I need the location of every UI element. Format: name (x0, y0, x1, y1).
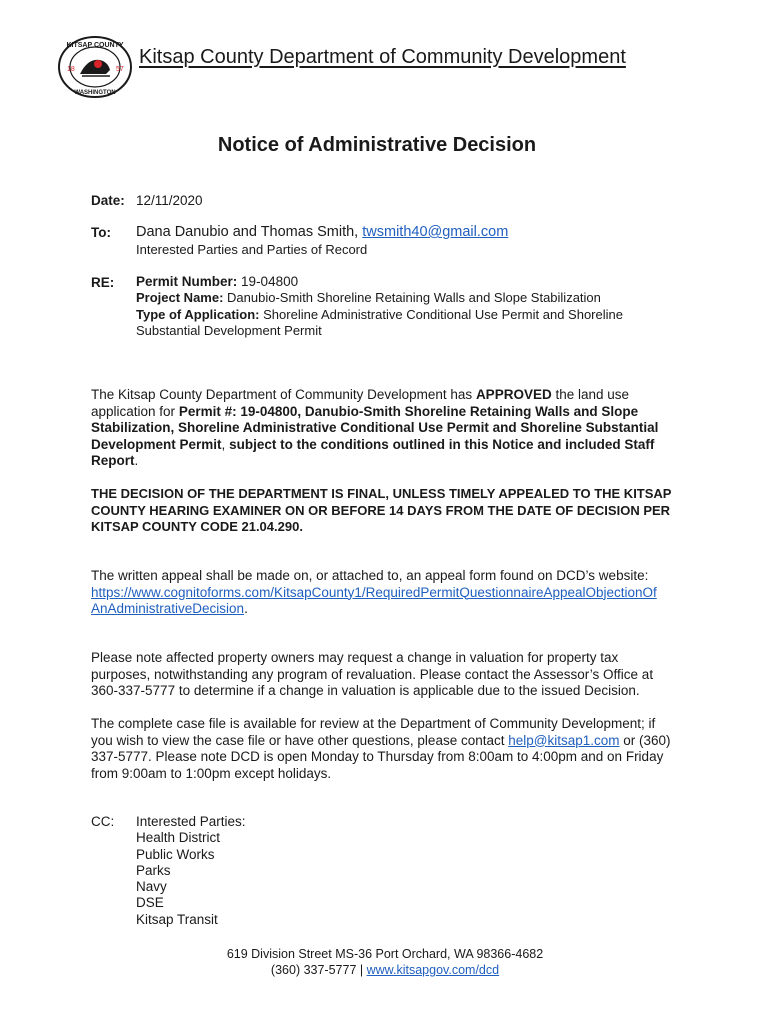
list-item: DSE (136, 895, 164, 911)
date-label: Date: (91, 193, 125, 208)
cc-list (136, 814, 246, 928)
type-value-line2: Substantial Development Permit (136, 323, 322, 338)
appeal-text: The written appeal shall be made on, or attached to, an appeal form found on DCD’s website: (91, 568, 649, 583)
footer-address: 619 Division Street MS-36 Port Orchard, WA 98366-4682 (226, 947, 544, 961)
permit-label: Permit Number: (136, 274, 238, 289)
decision-text-2: the land use application for (91, 387, 630, 419)
appeal-form-link-cont[interactable]: AnAdministrativeDecision (91, 601, 245, 616)
list-item: Interested Parties: (136, 814, 246, 829)
valuation-paragraph: Please note affected property owners may request a change in valuation for property tax purposes, notwithstanding any program of revaluation. Please contact the Assessor’s Office at 360-337-5777 to determine if a change in valuation is applicable due to the issued Decision. (91, 650, 654, 698)
list-item: Kitsap Transit (136, 911, 218, 927)
to-email-link[interactable]: twsmith40@gmail.com (362, 224, 509, 240)
county-seal-logo (56, 34, 134, 100)
seal-left-year: 18 (67, 66, 75, 73)
application-type (136, 307, 623, 324)
to-secondary: Interested Parties and Parties of Record (136, 242, 368, 257)
list-item: Health District (136, 830, 221, 846)
list-item: Public Works (136, 846, 215, 862)
seal-right-year: 57 (116, 66, 124, 73)
cc-label: CC: (91, 814, 115, 829)
decision-text-3: , (221, 436, 230, 452)
appeal-tail: . (244, 601, 248, 616)
project-name (136, 290, 601, 307)
date-value: 12/11/2020 (136, 193, 203, 208)
decision-conditions: subject to the conditions outlined in this Notice and included Staff Report (91, 436, 655, 468)
casefile-text-2: or (360) 337-5777. Please note DCD is open Monday to Thursday from 8:00am to 4:00pm and on Friday from 9:00am to 1:00pm except holidays. (91, 732, 671, 781)
appeal-form-link[interactable]: https://www.cognitoforms.com/KitsapCounty1/RequiredPermitQuestionnaireAppealObjectionOf (91, 584, 657, 600)
permit-value: 19-04800 (241, 274, 299, 289)
permit-number (136, 274, 298, 291)
agency-title: Kitsap County Department of Community Development (139, 46, 626, 68)
project-label: Project Name: (136, 290, 224, 305)
decision-text-1: The Kitsap County Department of Community Development has (91, 387, 476, 402)
type-label: Type of Application: (136, 307, 260, 322)
footer-contact (0, 962, 770, 978)
type-value: Shoreline Administrative Conditional Use Permit and Shoreline (263, 307, 623, 322)
appeal-paragraph (91, 568, 691, 618)
decision-paragraph (91, 387, 681, 470)
list-item: Parks (136, 862, 171, 878)
decision-text-4: . (134, 453, 139, 468)
project-value: Danubio-Smith Shoreline Retaining Walls and Slope Stabilization (227, 290, 601, 305)
footer-website-link[interactable]: www.kitsapgov.com/dcd (366, 963, 500, 977)
seal-top-text: KITSAP COUNTY (66, 42, 124, 49)
decision-status: APPROVED (475, 387, 552, 402)
seal-bottom-text: WASHINGTON (74, 90, 116, 96)
decision-permit: Permit #: 19-04800, Danubio-Smith Shoreline Retaining Walls and Slope Stabilization, Shoreline Administrative Conditional Use Permit and Shoreline Substantial Development Permit (91, 403, 659, 452)
list-item: Navy (136, 879, 167, 895)
help-email-link[interactable]: help@kitsap1.com (508, 732, 620, 748)
page-title: Notice of Administrative Decision (217, 134, 537, 156)
footer-phone: (360) 337-5777 | (270, 963, 364, 977)
casefile-text-1: The complete case file is available for review at the Department of Community Development; if you wish to view the case file or have other questions, please contact (91, 716, 656, 748)
to-names: Dana Danubio and Thomas Smith, (136, 224, 359, 240)
final-decision-notice: THE DECISION OF THE DEPARTMENT IS FINAL, UNLESS TIMELY APPEALED TO THE KITSAP COUNTY HEARING EXAMINER ON OR BEFORE 14 DAYS FROM THE DATE OF DECISION PER KITSAP COUNTY CODE 21.04.290. (91, 486, 672, 534)
to-recipients (136, 224, 508, 241)
case-file-paragraph (91, 716, 676, 782)
to-label: To: (91, 225, 111, 240)
re-label: RE: (91, 275, 115, 290)
